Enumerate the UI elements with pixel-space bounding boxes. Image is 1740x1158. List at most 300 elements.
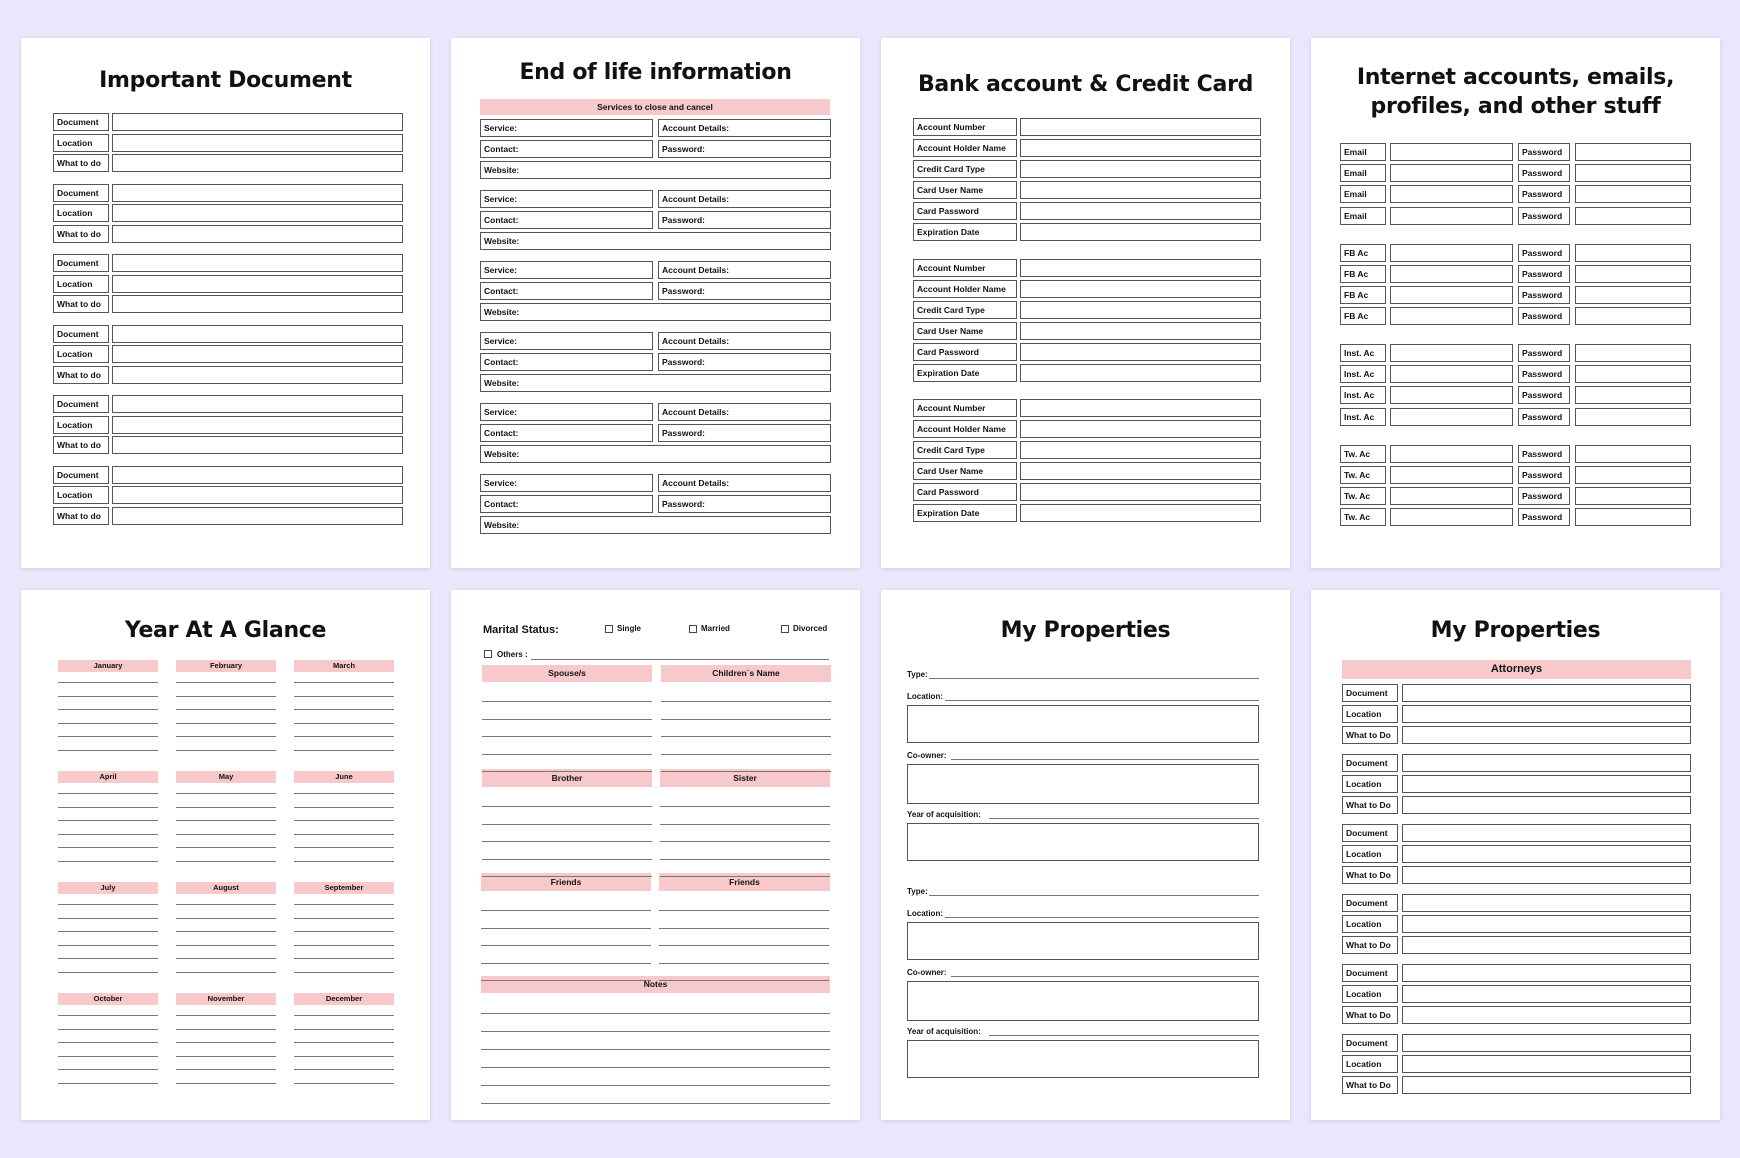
write-line[interactable]: [659, 945, 829, 946]
field-input[interactable]: [112, 507, 403, 525]
month-line[interactable]: [176, 847, 276, 848]
password-input[interactable]: [1575, 185, 1691, 203]
type-label: Type:: [907, 670, 928, 679]
password-field[interactable]: Password:: [658, 140, 831, 158]
month-line[interactable]: [176, 750, 276, 751]
month-line[interactable]: [294, 972, 394, 973]
notes-line[interactable]: [481, 1103, 830, 1104]
month-line[interactable]: [58, 820, 158, 821]
field-input[interactable]: [112, 345, 403, 363]
location-label: Location:: [907, 909, 943, 918]
account-label: Email: [1340, 164, 1386, 182]
field-input[interactable]: [1020, 301, 1261, 319]
account-label: Tw. Ac: [1340, 508, 1386, 526]
field-input[interactable]: [1020, 223, 1261, 241]
account-details-field[interactable]: Account Details:: [658, 119, 831, 137]
website-field[interactable]: Website:: [480, 445, 831, 463]
field-label: Document: [53, 466, 109, 484]
coowner-box[interactable]: [907, 981, 1259, 1021]
contact-field[interactable]: Contact:: [480, 282, 653, 300]
password-input[interactable]: [1575, 207, 1691, 225]
month-line[interactable]: [294, 918, 394, 919]
month-line[interactable]: [58, 847, 158, 848]
contact-field[interactable]: Contact:: [480, 495, 653, 513]
write-line[interactable]: [481, 945, 651, 946]
account-input[interactable]: [1390, 207, 1513, 225]
page-title: My Properties: [1430, 618, 1601, 643]
write-line[interactable]: [661, 754, 831, 755]
month-line[interactable]: [294, 1015, 394, 1016]
password-input[interactable]: [1575, 386, 1691, 404]
field-input[interactable]: [1020, 504, 1261, 522]
service-field[interactable]: Service:: [480, 332, 653, 350]
field-input[interactable]: [112, 325, 403, 343]
service-field[interactable]: Service:: [480, 403, 653, 421]
field-input[interactable]: [112, 295, 403, 313]
field-input[interactable]: [112, 184, 403, 202]
password-field[interactable]: Password:: [658, 282, 831, 300]
field-input[interactable]: [1402, 985, 1691, 1003]
field-label: Document: [53, 184, 109, 202]
month-line[interactable]: [58, 861, 158, 862]
field-input[interactable]: [112, 466, 403, 484]
notes-line[interactable]: [481, 1085, 830, 1086]
field-input[interactable]: [1402, 845, 1691, 863]
field-input[interactable]: [1020, 441, 1261, 459]
month-line[interactable]: [176, 682, 276, 683]
month-line[interactable]: [58, 709, 158, 710]
field-label: Expiration Date: [913, 223, 1017, 241]
account-input[interactable]: [1390, 164, 1513, 182]
password-input[interactable]: [1575, 164, 1691, 182]
month-line[interactable]: [294, 834, 394, 835]
account-details-field[interactable]: Account Details:: [658, 332, 831, 350]
location-line[interactable]: [945, 917, 1259, 918]
account-input[interactable]: [1390, 408, 1513, 426]
year-line[interactable]: [989, 818, 1259, 819]
write-line[interactable]: [481, 910, 651, 911]
month-line[interactable]: [294, 1083, 394, 1084]
month-line[interactable]: [58, 1029, 158, 1030]
password-label: Password: [1518, 207, 1570, 225]
month-line[interactable]: [176, 918, 276, 919]
write-line[interactable]: [661, 771, 831, 772]
write-line[interactable]: [660, 841, 830, 842]
month-line[interactable]: [294, 1069, 394, 1070]
month-line[interactable]: [176, 1069, 276, 1070]
type-line[interactable]: [929, 895, 1259, 896]
field-input[interactable]: [1020, 483, 1261, 501]
single-label: Single: [617, 624, 642, 633]
field-input[interactable]: [1402, 775, 1691, 793]
month-line[interactable]: [58, 793, 158, 794]
service-field[interactable]: Service:: [480, 261, 653, 279]
month-line[interactable]: [58, 807, 158, 808]
write-line[interactable]: [660, 806, 830, 807]
write-line[interactable]: [661, 736, 831, 737]
account-details-field[interactable]: Account Details:: [658, 190, 831, 208]
field-label: Location: [1342, 915, 1398, 933]
month-line[interactable]: [176, 807, 276, 808]
field-input[interactable]: [1020, 160, 1261, 178]
field-input[interactable]: [1402, 1076, 1691, 1094]
account-label: FB Ac: [1340, 307, 1386, 325]
write-line[interactable]: [482, 859, 652, 860]
website-field[interactable]: Website:: [480, 516, 831, 534]
month-header: November: [176, 993, 276, 1005]
type-label: Type:: [907, 887, 928, 896]
account-input[interactable]: [1390, 487, 1513, 505]
field-input[interactable]: [112, 366, 403, 384]
friends-header-2: Friends: [659, 873, 830, 891]
field-input[interactable]: [1402, 754, 1691, 772]
month-line[interactable]: [58, 972, 158, 973]
month-line[interactable]: [176, 1083, 276, 1084]
account-label: Email: [1340, 185, 1386, 203]
password-input[interactable]: [1575, 365, 1691, 383]
field-label: Card Password: [913, 343, 1017, 361]
field-label: Account Number: [913, 399, 1017, 417]
field-input[interactable]: [1402, 824, 1691, 842]
password-field[interactable]: Password:: [658, 353, 831, 371]
month-line[interactable]: [176, 709, 276, 710]
password-input[interactable]: [1575, 265, 1691, 283]
account-input[interactable]: [1390, 185, 1513, 203]
month-line[interactable]: [176, 1029, 276, 1030]
field-input[interactable]: [1020, 139, 1261, 157]
month-line[interactable]: [294, 1029, 394, 1030]
write-line[interactable]: [481, 963, 651, 964]
write-line[interactable]: [482, 806, 652, 807]
field-input[interactable]: [1402, 964, 1691, 982]
password-label: Password: [1518, 265, 1570, 283]
field-input[interactable]: [1402, 726, 1691, 744]
write-line[interactable]: [482, 736, 652, 737]
account-input[interactable]: [1390, 244, 1513, 262]
account-label: Email: [1340, 207, 1386, 225]
contact-field[interactable]: Contact:: [480, 424, 653, 442]
field-label: Expiration Date: [913, 504, 1017, 522]
notes-line[interactable]: [481, 1067, 830, 1068]
contact-field[interactable]: Contact:: [480, 353, 653, 371]
month-line[interactable]: [58, 904, 158, 905]
month-line[interactable]: [176, 723, 276, 724]
month-line[interactable]: [294, 793, 394, 794]
month-line[interactable]: [176, 834, 276, 835]
month-line[interactable]: [176, 820, 276, 821]
field-input[interactable]: [1020, 343, 1261, 361]
field-input[interactable]: [112, 204, 403, 222]
field-input[interactable]: [1402, 1006, 1691, 1024]
field-input[interactable]: [112, 395, 403, 413]
month-line[interactable]: [58, 931, 158, 932]
month-line[interactable]: [176, 793, 276, 794]
field-input[interactable]: [112, 113, 403, 131]
field-input[interactable]: [1020, 118, 1261, 136]
field-input[interactable]: [112, 275, 403, 293]
password-input[interactable]: [1575, 286, 1691, 304]
month-header: August: [176, 882, 276, 894]
month-line[interactable]: [294, 1042, 394, 1043]
field-label: Document: [1342, 824, 1398, 842]
others-checkbox[interactable]: [484, 650, 492, 658]
month-line[interactable]: [58, 958, 158, 959]
page-title-line2: profiles, and other stuff: [1370, 94, 1661, 119]
field-input[interactable]: [1020, 322, 1261, 340]
account-input[interactable]: [1390, 344, 1513, 362]
month-line[interactable]: [58, 1069, 158, 1070]
account-input[interactable]: [1390, 286, 1513, 304]
write-line[interactable]: [482, 701, 652, 702]
month-line[interactable]: [176, 945, 276, 946]
password-field[interactable]: Password:: [658, 211, 831, 229]
account-input[interactable]: [1390, 143, 1513, 161]
write-line[interactable]: [482, 754, 652, 755]
notes-line[interactable]: [481, 1013, 830, 1014]
field-label: Document: [1342, 894, 1398, 912]
password-label: Password: [1518, 307, 1570, 325]
write-line[interactable]: [481, 980, 651, 981]
service-field[interactable]: Service:: [480, 190, 653, 208]
field-input[interactable]: [112, 154, 403, 172]
page-title-line1: Internet accounts, emails,: [1356, 65, 1675, 90]
month-line[interactable]: [176, 958, 276, 959]
contact-field[interactable]: Contact:: [480, 211, 653, 229]
page-my-properties: [881, 590, 1290, 1120]
password-label: Password: [1518, 143, 1570, 161]
account-details-field[interactable]: Account Details:: [658, 474, 831, 492]
field-label: What to Do: [1342, 726, 1398, 744]
write-line[interactable]: [482, 719, 652, 720]
field-input[interactable]: [1402, 936, 1691, 954]
month-line[interactable]: [58, 918, 158, 919]
write-line[interactable]: [481, 928, 651, 929]
field-input[interactable]: [112, 134, 403, 152]
month-line[interactable]: [294, 945, 394, 946]
password-input[interactable]: [1575, 307, 1691, 325]
website-field[interactable]: Website:: [480, 232, 831, 250]
account-input[interactable]: [1390, 365, 1513, 383]
field-input[interactable]: [112, 486, 403, 504]
write-line[interactable]: [659, 980, 829, 981]
field-input[interactable]: [1402, 705, 1691, 723]
month-line[interactable]: [58, 1083, 158, 1084]
coowner-box[interactable]: [907, 764, 1259, 804]
month-line[interactable]: [294, 723, 394, 724]
field-input[interactable]: [1020, 259, 1261, 277]
field-label: Document: [53, 254, 109, 272]
write-line[interactable]: [482, 771, 652, 772]
month-line[interactable]: [294, 696, 394, 697]
field-input[interactable]: [1402, 894, 1691, 912]
website-field[interactable]: Website:: [480, 161, 831, 179]
field-label: Location: [1342, 705, 1398, 723]
month-line[interactable]: [176, 1056, 276, 1057]
account-label: Tw. Ac: [1340, 445, 1386, 463]
marital-status-label: Marital Status:: [483, 624, 559, 636]
month-line[interactable]: [176, 736, 276, 737]
location-box[interactable]: [907, 705, 1259, 743]
field-input[interactable]: [1020, 420, 1261, 438]
field-input[interactable]: [1020, 364, 1261, 382]
married-checkbox[interactable]: [689, 625, 697, 633]
field-label: What to do: [53, 154, 109, 172]
field-label: Document: [1342, 684, 1398, 702]
service-field[interactable]: Service:: [480, 474, 653, 492]
divorced-checkbox[interactable]: [781, 625, 789, 633]
write-line[interactable]: [659, 963, 829, 964]
password-input[interactable]: [1575, 244, 1691, 262]
password-field[interactable]: Password:: [658, 424, 831, 442]
field-label: What to do: [53, 436, 109, 454]
coowner-label: Co-owner:: [907, 968, 947, 977]
write-line[interactable]: [482, 876, 652, 877]
account-input[interactable]: [1390, 445, 1513, 463]
write-line[interactable]: [661, 719, 831, 720]
month-line[interactable]: [176, 861, 276, 862]
write-line[interactable]: [659, 928, 829, 929]
service-field[interactable]: Service:: [480, 119, 653, 137]
field-input[interactable]: [112, 416, 403, 434]
password-input[interactable]: [1575, 466, 1691, 484]
field-label: Document: [53, 325, 109, 343]
type-line[interactable]: [929, 678, 1259, 679]
year-box[interactable]: [907, 1040, 1259, 1078]
account-details-field[interactable]: Account Details:: [658, 261, 831, 279]
write-line[interactable]: [660, 859, 830, 860]
field-input[interactable]: [112, 254, 403, 272]
spouse-header: Spouse/s: [482, 665, 652, 682]
month-line[interactable]: [294, 820, 394, 821]
write-line[interactable]: [482, 841, 652, 842]
password-label: Password: [1518, 508, 1570, 526]
field-label: What to Do: [1342, 1006, 1398, 1024]
month-line[interactable]: [294, 1056, 394, 1057]
field-label: Location: [53, 275, 109, 293]
location-label: Location:: [907, 692, 943, 701]
password-label: Password: [1518, 487, 1570, 505]
notes-line[interactable]: [481, 1049, 830, 1050]
field-input[interactable]: [1402, 796, 1691, 814]
field-input[interactable]: [1020, 462, 1261, 480]
password-field[interactable]: Password:: [658, 495, 831, 513]
website-field[interactable]: Website:: [480, 374, 831, 392]
password-label: Password: [1518, 164, 1570, 182]
month-line[interactable]: [58, 1042, 158, 1043]
month-line[interactable]: [294, 847, 394, 848]
write-line[interactable]: [659, 910, 829, 911]
password-input[interactable]: [1575, 508, 1691, 526]
account-input[interactable]: [1390, 386, 1513, 404]
account-label: Inst. Ac: [1340, 386, 1386, 404]
field-input[interactable]: [1402, 1055, 1691, 1073]
month-line[interactable]: [294, 736, 394, 737]
password-input[interactable]: [1575, 408, 1691, 426]
month-line[interactable]: [294, 861, 394, 862]
password-label: Password: [1518, 466, 1570, 484]
field-input[interactable]: [112, 436, 403, 454]
website-field[interactable]: Website:: [480, 303, 831, 321]
field-input[interactable]: [112, 225, 403, 243]
month-line[interactable]: [294, 958, 394, 959]
page-title: Important Document: [99, 68, 352, 93]
password-label: Password: [1518, 386, 1570, 404]
location-box[interactable]: [907, 922, 1259, 960]
location-line[interactable]: [945, 700, 1259, 701]
password-input[interactable]: [1575, 143, 1691, 161]
account-input[interactable]: [1390, 265, 1513, 283]
contact-field[interactable]: Contact:: [480, 140, 653, 158]
field-input[interactable]: [1020, 202, 1261, 220]
month-line[interactable]: [58, 1056, 158, 1057]
month-line[interactable]: [294, 750, 394, 751]
field-label: Location: [1342, 1055, 1398, 1073]
month-line[interactable]: [176, 696, 276, 697]
field-input[interactable]: [1402, 915, 1691, 933]
field-input[interactable]: [1020, 399, 1261, 417]
field-label: Card User Name: [913, 181, 1017, 199]
month-line[interactable]: [294, 682, 394, 683]
write-line[interactable]: [661, 701, 831, 702]
month-line[interactable]: [176, 972, 276, 973]
month-line[interactable]: [58, 696, 158, 697]
field-input[interactable]: [1402, 866, 1691, 884]
month-line[interactable]: [58, 1015, 158, 1016]
month-line[interactable]: [294, 709, 394, 710]
month-header: July: [58, 882, 158, 894]
month-line[interactable]: [58, 834, 158, 835]
page-title: End of life information: [519, 60, 792, 85]
password-input[interactable]: [1575, 344, 1691, 362]
field-input[interactable]: [1020, 181, 1261, 199]
account-input[interactable]: [1390, 508, 1513, 526]
field-label: Expiration Date: [913, 364, 1017, 382]
month-line[interactable]: [58, 723, 158, 724]
field-input[interactable]: [1402, 684, 1691, 702]
field-label: Account Number: [913, 259, 1017, 277]
month-line[interactable]: [294, 807, 394, 808]
month-line[interactable]: [58, 945, 158, 946]
month-line[interactable]: [58, 682, 158, 683]
account-input[interactable]: [1390, 307, 1513, 325]
month-line[interactable]: [58, 750, 158, 751]
account-input[interactable]: [1390, 466, 1513, 484]
section-header: Services to close and cancel: [480, 99, 830, 115]
month-line[interactable]: [176, 1042, 276, 1043]
write-line[interactable]: [482, 824, 652, 825]
field-input[interactable]: [1020, 280, 1261, 298]
password-input[interactable]: [1575, 487, 1691, 505]
year-line[interactable]: [989, 1035, 1259, 1036]
field-label: Card Password: [913, 483, 1017, 501]
write-line[interactable]: [660, 824, 830, 825]
password-input[interactable]: [1575, 445, 1691, 463]
coowner-line[interactable]: [951, 976, 1259, 977]
notes-line[interactable]: [481, 1031, 830, 1032]
month-line[interactable]: [58, 736, 158, 737]
single-checkbox[interactable]: [605, 625, 613, 633]
month-line[interactable]: [294, 904, 394, 905]
month-line[interactable]: [176, 1015, 276, 1016]
write-line[interactable]: [660, 876, 830, 877]
month-line[interactable]: [294, 931, 394, 932]
coowner-line[interactable]: [951, 759, 1259, 760]
field-input[interactable]: [1402, 1034, 1691, 1052]
month-line[interactable]: [176, 931, 276, 932]
month-line[interactable]: [176, 904, 276, 905]
year-box[interactable]: [907, 823, 1259, 861]
account-details-field[interactable]: Account Details:: [658, 403, 831, 421]
